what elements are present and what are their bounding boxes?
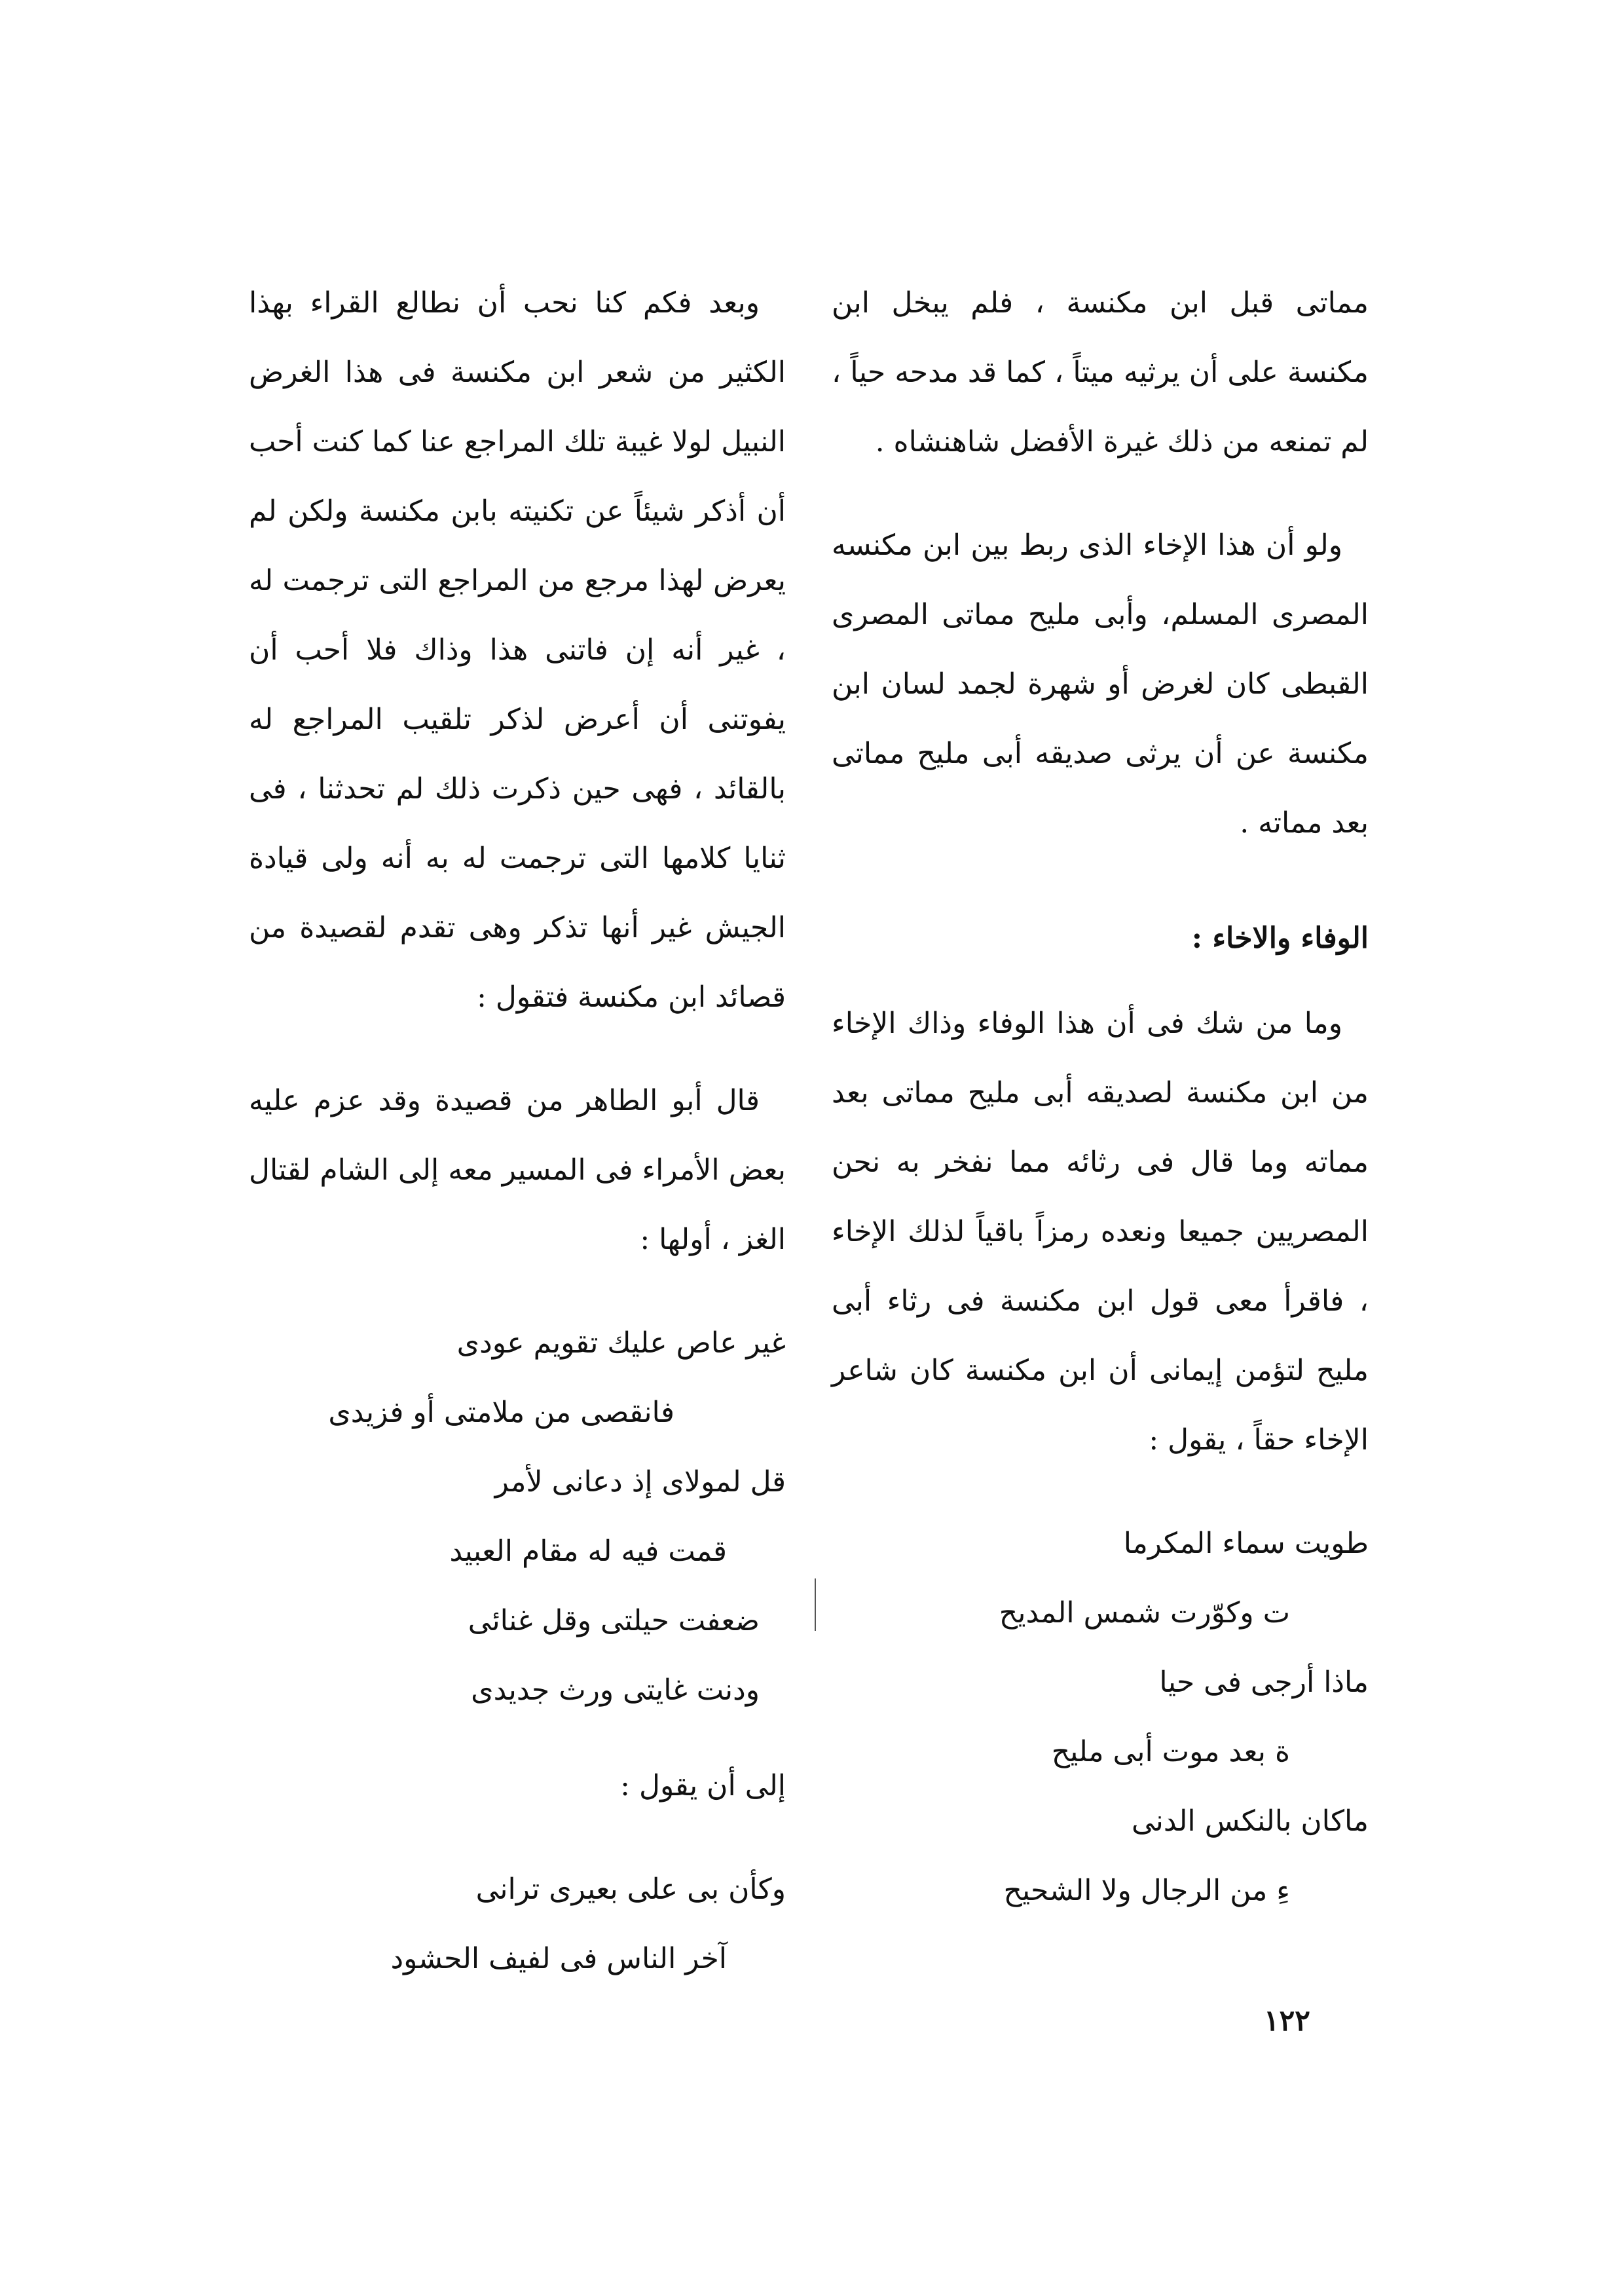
right-column [832, 269, 1369, 1952]
right-paragraph-1: مماتى قبل ابن مكنسة ، فلم يبخل ابن مكنسة على أن يرثيه ميتاً ، كما قد مدحه حياً ، لم تمنعه من ذلك غيرة الأفضل شاهنشاه . [832, 286, 1369, 458]
verse-line: ت وكوّرت شمس المديح [999, 1596, 1290, 1630]
verse-line: ودنت غايتى ورث جديدى [471, 1673, 760, 1707]
verse-line: فانقصى من ملامتى أو فزيدى [328, 1396, 674, 1429]
verse-line: ضعفت حيلتى وقل غنائى [468, 1604, 760, 1637]
verse-line: ءِ من الرجال ولا الشحيح [1003, 1874, 1290, 1907]
left-verse-2 [249, 1855, 786, 1994]
verse-line: ماذا أرجى فى حيا [1159, 1666, 1369, 1699]
left-paragraph-2: قال أبو الطاهر من قصيدة وقد عزم عليه بعض الأمراء فى المسير معه إلى الشام لقتال الغز ، أولها : [249, 1084, 786, 1256]
right-paragraph-3: وما من شك فى أن هذا الوفاء وذاك الإخاء من ابن مكنسة لصديقه أبى مليح مماتى بعد مماته وما قال فى رثائه مما نفخر به نحن المصريين جميعا ونعده رمزاً باقياً لذلك الإخاء ، فاقرأ معى قول ابن مكنسة فى رثاء أبى مليح لتؤمن إيمانى أن ابن مكنسة كان شاعر الإخاء حقاً ، يقول : [832, 1007, 1369, 1457]
verse-line: قل لمولاى إذ دعانى لأمر [494, 1465, 786, 1499]
column-divider [815, 1578, 816, 1631]
page-number: ١٢٢ [1264, 2004, 1310, 2038]
verse-line: وكأن بى على بعيرى ترانى [475, 1873, 786, 1906]
verse-line: ماكان بالنكس الدنى [1132, 1804, 1369, 1838]
verse-line: آخر الناس فى لفيف الحشود [390, 1942, 727, 1975]
left-paragraph-3: إلى أن يقول : [620, 1769, 786, 1802]
left-verse-1 [249, 1309, 786, 1725]
left-column [249, 269, 786, 2020]
left-paragraph-1: وبعد فكم كنا نحب أن نطالع القراء بهذا الكثير من شعر ابن مكنسة فى هذا الغرض النبيل لولا غيبة تلك المراجع عنا كما كنت أحب أن أذكر شيئاً عن تكنيته بابن مكنسة ولكن لم يعرض لهذا مرجع من المراجع التى ترجمت له ، غير أنه إن فاتنى هذا وذاك فلا أحب أن يفوتنى أن أعرض لذكر تلقيب المراجع له بالقائد ، فهى حين ذكرت ذلك لم تحدثنا ، فى ثنايا كلامها التى ترجمت له به أنه ولى قيادة الجيش غير أنها تذكر وهى تقدم لقصيدة من قصائد ابن مكنسة فتقول : [249, 286, 786, 1014]
verse-line: طويت سماء المكرما [1123, 1527, 1369, 1560]
right-verse [832, 1509, 1369, 1926]
verse-line: قمت فيه له مقام العبيد [449, 1535, 727, 1568]
verse-line: ة بعد موت أبى مليح [1051, 1735, 1290, 1768]
verse-line: غير عاص عليك تقويم عودى [456, 1326, 786, 1360]
section-heading: الوفاء والاخاء : [1191, 922, 1369, 955]
right-paragraph-2: ولو أن هذا الإخاء الذى ربط بين ابن مكنسه المصرى المسلم، وأبى مليح مماتى المصرى القبطى كان لغرض أو شهرة لجمد لسان ابن مكنسة عن أن يرثى صديقه أبى مليح مماتى بعد مماته . [832, 529, 1369, 840]
